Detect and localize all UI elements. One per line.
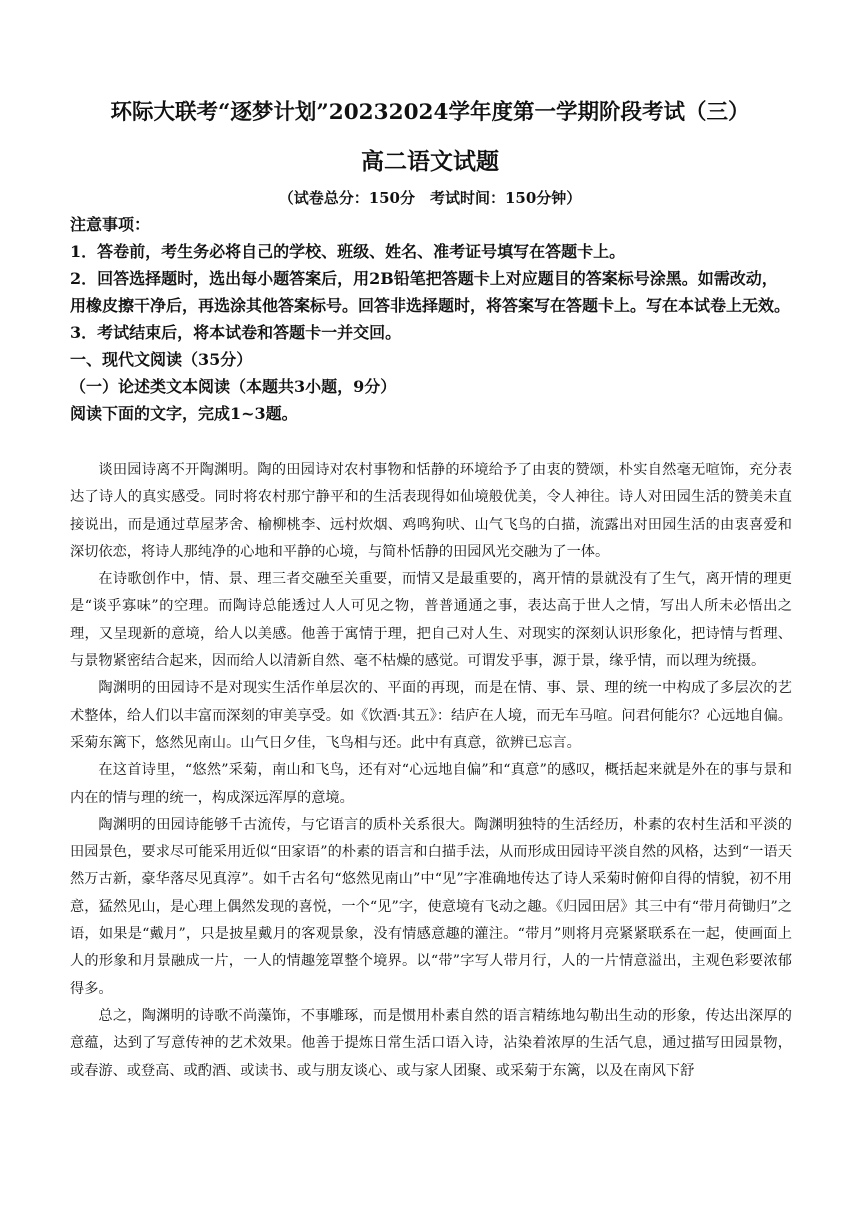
passage-paragraph-1: 谈田园诗离不开陶渊明。陶的田园诗对农村事物和恬静的环境给予了由衷的赞颂，朴实自然毫无喧饰，充分表达了诗人的真实感受。同时将农村那宁静平和的生活表现得如仙境般优美，令人神往。诗人对田园生活的赞美未直接说出，而是通过草屋茅舍、榆柳桃李、远村炊烟、鸡鸣狗吠、山气飞鸟的白描，流露出对田园生活的由衷喜爱和深切依恋，将诗人那纯净的心地和平静的心境，与简朴恬静的田园风光交融为了一体。 [70,462,792,560]
exam-subtitle: 高二语文试题 [361,148,499,175]
passage-paragraph-2: 在诗歌创作中，情、景、理三者交融至关重要，而情又是最重要的，离开情的景就没有了生气，离开情的理更是“谈乎寡味”的空理。而陶诗总能透过人人可见之物，普普通通之事，表达高于世人之情，写出人所未必悟出之理，又呈现新的意境，给人以美感。他善于寓情于理，把自己对人生、对现实的深刻认识形象化，把诗情与哲理、与景物紧密结合起来，因而给人以清新自然、毫不枯燥的感觉。可谓发乎事，源于景，缘乎情，而以理为统摄。 [70,571,792,670]
notice-item-1: 1．答卷前，考生务必将自己的学校、班级、姓名、准考证号填写在答题卡上。 [70,242,626,261]
notice-block [70,211,790,427]
section-heading: 一、现代文阅读（35分） [70,350,253,369]
subsection-heading: （一）论述类文本阅读（本题共3小题，9分） [70,377,397,396]
passage-paragraph-5: 陶渊明的田园诗能够千古流传，与它语言的质朴关系很大。陶渊明独特的生活经历，朴素的农村生活和平淡的田园景色，要求尽可能采用近似“田家语”的朴素的语言和白描手法，从而形成田园诗平淡自然的风格，达到“一语天然万古新，豪华落尽见真淳”。如千古名句“悠然见南山”中“见”字准确地传达了诗人采菊时俯仰自得的情貌，初不用意，猛然见山，是心理上偶然发现的喜悦，一个“见”字，使意境有飞动之趣。《归园田居》其三中有“带月荷锄归”之语，如果是“戴月”，只是披星戴月的客观景象，没有情感意趣的灌注。“带月”则将月亮紧紧联系在一起，使画面上人的形象和月景融成一片，一人的情趣笼罩整个境界。以“带”字写人带月行，人的一片情意溢出，主观色彩要浓郁得多。 [70,816,792,997]
exam-title: 环际大联考“逐梦计划”20232024学年度第一学期阶段考试（三） [110,100,750,125]
notice-item-2: 2．回答选择题时，选出每小题答案后，用2B铅笔把答题卡上对应题目的答案标号涂黑。如需改动，用橡皮擦干净后，再选涂其他答案标号。回答非选择题时，将答案写在答题卡上。写在本试卷上无效。 [70,269,791,315]
passage-paragraph-4: 在这首诗里，“悠然”采菊，南山和飞鸟，还有对“心远地自偏”和“真意”的感叹，概括起来就是外在的事与景和内在的情与理的统一，构成深远浑厚的意境。 [70,762,792,806]
notice-heading: 注意事项： [70,215,151,234]
passage-paragraph-3: 陶渊明的田园诗不是对现实生活作单层次的、平面的再现，而是在情、事、景、理的统一中构成了多层次的艺术整体，给人们以丰富而深刻的审美享受。如《饮酒·其五》：结庐在人境，而无车马喧。问君何能尔？心远地自偏。采菊东篱下，悠然见南山。山气日夕佳，飞鸟相与还。此中有真意，欲辨已忘言。 [70,680,792,751]
reading-instruction: 阅读下面的文字，完成1~3题。 [70,404,298,423]
reading-passage [70,457,792,1085]
passage-paragraph-6: 总之，陶渊明的诗歌不尚藻饰，不事雕琢，而是惯用朴素自然的语言精练地勾勒出生动的形象，传达出深厚的意蕴，达到了写意传神的艺术效果。他善于提炼日常生活口语入诗，沾染着浓厚的生活气息，通过描写田园景物，或春游、或登高、或酌酒、或读书、或与朋友谈心、或与家人团聚、或采菊于东篱，以及在南风下舒 [70,1007,792,1079]
exam-meta: （试卷总分：150分 考试时间：150分钟） [278,189,582,207]
notice-item-3: 3．考试结束后，将本试卷和答题卡一并交回。 [70,323,402,342]
